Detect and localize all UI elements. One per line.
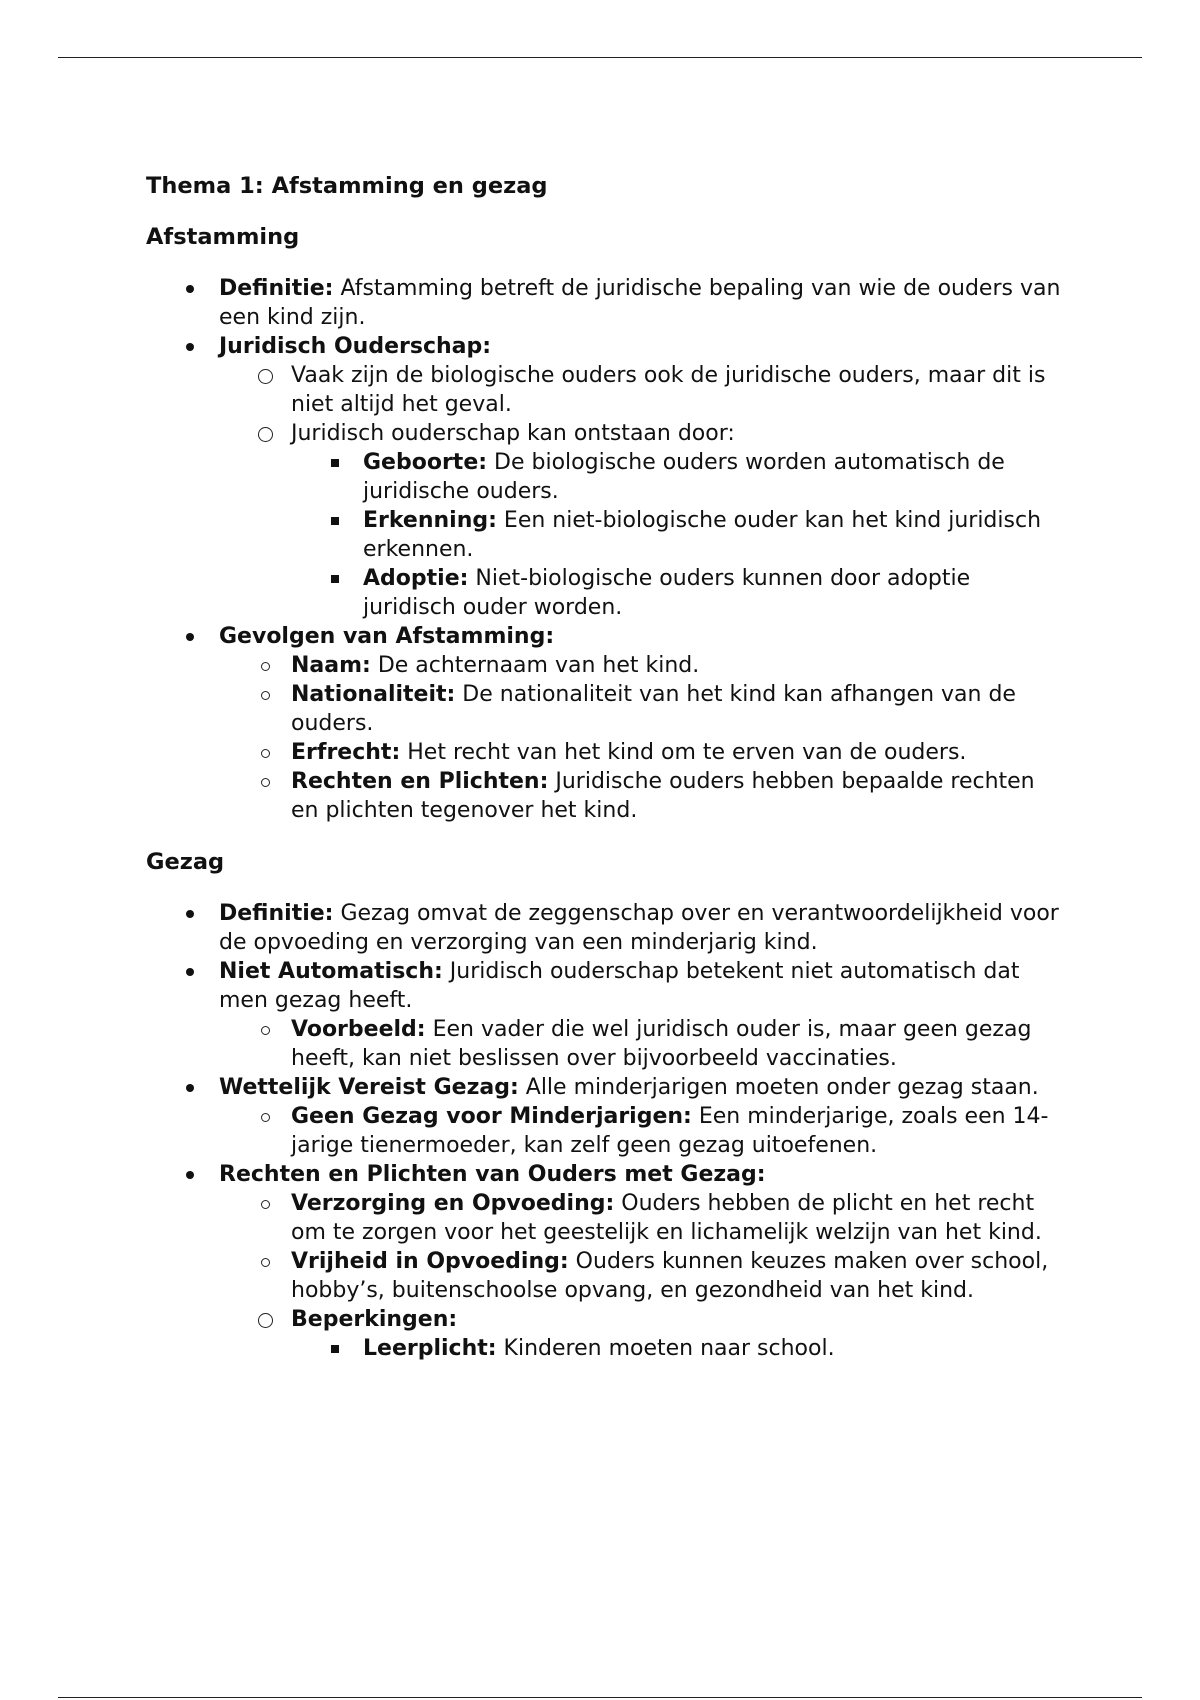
document-title: Thema 1: Afstamming en gezag [146,173,548,199]
circle-bullet-icon [258,427,273,442]
item-text: Kinderen moeten naar school. [496,1336,835,1361]
item-label: Gevolgen van Afstamming: [219,624,555,649]
sub-list [146,651,1066,825]
list-item [146,1073,1066,1160]
list-item [291,506,1066,564]
item-label: Definitie: [219,276,334,301]
item-label: Adoptie: [363,566,469,591]
item-text: De nationaliteit van het kind kan afhangen van de ouders. [291,682,1016,736]
list-item [219,1247,1066,1305]
disc-bullet-icon [186,968,194,976]
gezag-list [146,899,1066,1363]
item-text: De biologische ouders worden automatisch de juridische ouders. [363,450,1005,504]
list-item [219,680,1066,738]
circle-bullet-icon [261,1200,270,1209]
item-label: Geen Gezag voor Minderjarigen: [291,1104,692,1129]
sub-list [146,361,1066,622]
item-label: Voorbeeld: [291,1017,426,1042]
item-label: Niet Automatisch: [219,959,443,984]
circle-bullet-icon [261,1026,270,1035]
list-item [291,1334,1066,1363]
item-text: Juridische ouders hebben bepaalde rechten en plichten tegenover het kind. [291,769,1035,823]
circle-bullet-icon [261,1258,270,1267]
square-bullet-icon [331,575,339,583]
list-item [291,564,1066,622]
circle-bullet-icon [261,778,270,787]
section-heading-afstamming: Afstamming [146,224,300,250]
item-label: Rechten en Plichten van Ouders met Gezag: [219,1162,766,1187]
circle-bullet-icon [261,1113,270,1122]
square-bullet-icon [331,1345,339,1353]
square-bullet-icon [331,459,339,467]
list-item [146,332,1066,622]
list-item [219,361,1066,419]
sub-sub-list [219,448,1066,622]
circle-bullet-icon [258,1313,273,1328]
list-item [146,899,1066,957]
top-divider [58,57,1142,58]
circle-bullet-icon [261,662,270,671]
circle-bullet-icon [261,749,270,758]
item-text: Gezag omvat de zeggenschap over en verantwoordelijkheid voor de opvoeding en verzorging van een minderjarig kind. [219,901,1059,955]
item-label: Nationaliteit: [291,682,456,707]
item-text: Juridisch ouderschap kan ontstaan door: [291,421,735,446]
item-text: Juridisch ouderschap betekent niet automatisch dat men gezag heeft. [219,959,1020,1013]
disc-bullet-icon [186,633,194,641]
list-item [146,622,1066,825]
document-body [146,172,1066,1363]
list-item [146,1160,1066,1363]
bottom-divider [58,1697,1142,1698]
disc-bullet-icon [186,343,194,351]
disc-bullet-icon [186,1171,194,1179]
item-text: Ouders hebben de plicht en het recht om te zorgen voor het geestelijk en lichamelijk welzijn van het kind. [291,1191,1042,1245]
item-label: Definitie: [219,901,334,926]
afstamming-list [146,274,1066,825]
list-item [219,419,1066,622]
list-item [219,1102,1066,1160]
item-text: Een vader die wel juridisch ouder is, maar geen gezag heeft, kan niet beslissen over bijvoorbeeld vaccinaties. [291,1017,1032,1071]
sub-list [146,1015,1066,1073]
sub-sub-list [219,1334,1066,1363]
circle-bullet-icon [261,691,270,700]
item-text: De achternaam van het kind. [370,653,700,678]
item-label: Beperkingen: [291,1307,458,1332]
item-label: Wettelijk Vereist Gezag: [219,1075,519,1100]
sub-list [146,1189,1066,1363]
list-item [219,1189,1066,1247]
list-item [219,651,1066,680]
item-text: Een niet-biologische ouder kan het kind juridisch erkennen. [363,508,1042,562]
list-item [219,1015,1066,1073]
item-label: Leerplicht: [363,1336,497,1361]
list-item [146,274,1066,332]
item-text: Een minderjarige, zoals een 14-jarige tienermoeder, kan zelf geen gezag uitoefenen. [291,1104,1049,1158]
item-label: Naam: [291,653,371,678]
item-label: Rechten en Plichten: [291,769,549,794]
item-text: Vaak zijn de biologische ouders ook de juridische ouders, maar dit is niet altijd het geval. [291,363,1046,417]
disc-bullet-icon [186,285,194,293]
item-label: Erfrecht: [291,740,401,765]
item-text: Niet-biologische ouders kunnen door adoptie juridisch ouder worden. [363,566,971,620]
item-label: Vrijheid in Opvoeding: [291,1249,569,1274]
item-label: Juridisch Ouderschap: [219,334,492,359]
item-text: Het recht van het kind om te erven van de ouders. [400,740,967,765]
square-bullet-icon [331,517,339,525]
circle-bullet-icon [258,369,273,384]
list-item [146,957,1066,1073]
item-text: Afstamming betreft de juridische bepaling van wie de ouders van een kind zijn. [219,276,1061,330]
list-item [219,738,1066,767]
item-label: Geboorte: [363,450,488,475]
sub-list [146,1102,1066,1160]
item-text: Ouders kunnen keuzes maken over school, hobby’s, buitenschoolse opvang, en gezondheid van het kind. [291,1249,1049,1303]
list-item [291,448,1066,506]
section-heading-gezag: Gezag [146,849,225,875]
list-item [219,1305,1066,1363]
disc-bullet-icon [186,910,194,918]
disc-bullet-icon [186,1084,194,1092]
item-label: Erkenning: [363,508,497,533]
item-text: Alle minderjarigen moeten onder gezag staan. [518,1075,1039,1100]
list-item [219,767,1066,825]
item-label: Verzorging en Opvoeding: [291,1191,615,1216]
